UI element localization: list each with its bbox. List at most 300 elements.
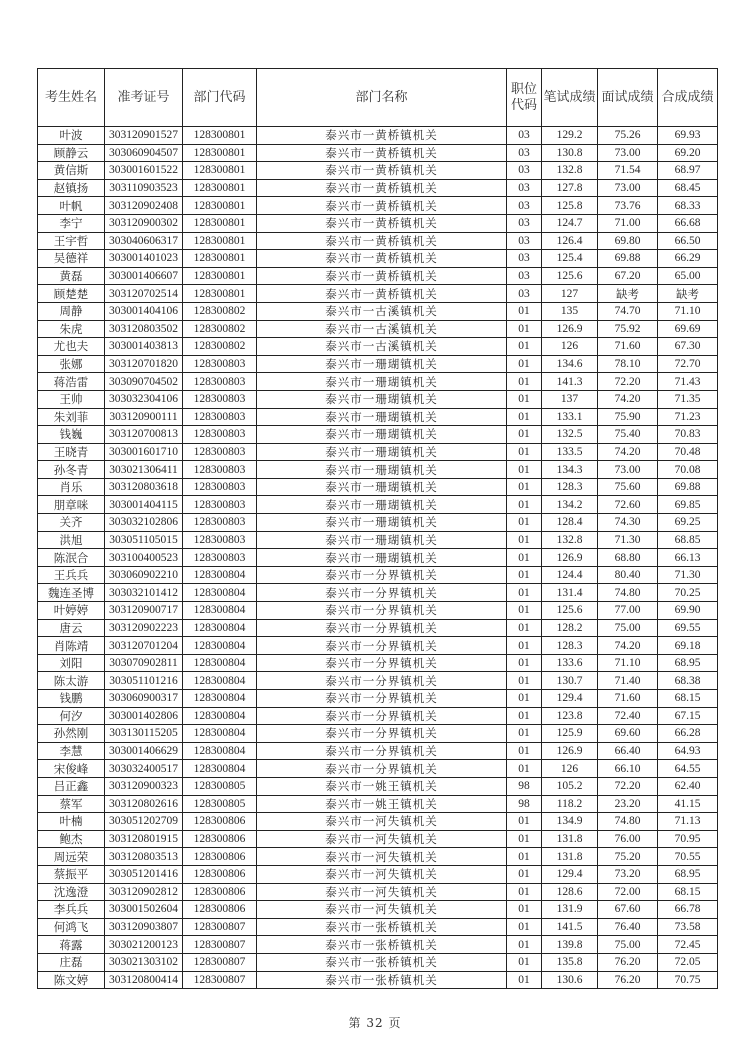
admission-number-cell: 303040606317 bbox=[105, 232, 183, 250]
position-code-cell: 01 bbox=[507, 672, 542, 690]
department-code-cell: 128300802 bbox=[183, 320, 257, 338]
admission-number-cell: 303060902210 bbox=[105, 566, 183, 584]
candidate-name-cell: 陈太游 bbox=[38, 672, 105, 690]
admission-number-cell: 303120700813 bbox=[105, 426, 183, 444]
candidate-name-cell: 何鸿飞 bbox=[38, 918, 105, 936]
department-name-cell: 泰兴市一珊瑚镇机关 bbox=[257, 355, 507, 373]
candidate-name-cell: 王宇哲 bbox=[38, 232, 105, 250]
candidate-name-cell: 李宁 bbox=[38, 214, 105, 232]
written-score-cell: 131.4 bbox=[542, 584, 598, 602]
department-code-cell: 128300803 bbox=[183, 531, 257, 549]
admission-number-cell: 303120802616 bbox=[105, 795, 183, 813]
interview-score-cell: 73.00 bbox=[598, 144, 658, 162]
admission-number-cell: 303120803502 bbox=[105, 320, 183, 338]
interview-score-cell: 74.80 bbox=[598, 813, 658, 831]
total-score-cell: 66.68 bbox=[658, 214, 718, 232]
department-code-cell: 128300801 bbox=[183, 285, 257, 303]
position-code-cell: 03 bbox=[507, 127, 542, 145]
admission-number-cell: 303120801915 bbox=[105, 830, 183, 848]
written-score-cell: 118.2 bbox=[542, 795, 598, 813]
candidate-name-cell: 叶波 bbox=[38, 127, 105, 145]
department-name-cell: 泰兴市一黄桥镇机关 bbox=[257, 179, 507, 197]
total-score-cell: 66.28 bbox=[658, 725, 718, 743]
position-code-cell: 01 bbox=[507, 478, 542, 496]
candidate-name-cell: 鲍杰 bbox=[38, 830, 105, 848]
header-position-code: 职位代码 bbox=[507, 69, 542, 127]
position-code-cell: 01 bbox=[507, 426, 542, 444]
table-row bbox=[38, 478, 718, 496]
position-code-cell: 01 bbox=[507, 813, 542, 831]
written-score-cell: 132.8 bbox=[542, 162, 598, 180]
header-admission-number: 准考证号 bbox=[105, 69, 183, 127]
department-code-cell: 128300803 bbox=[183, 549, 257, 567]
written-score-cell: 126.4 bbox=[542, 232, 598, 250]
department-name-cell: 泰兴市一分界镇机关 bbox=[257, 619, 507, 637]
department-name-cell: 泰兴市一珊瑚镇机关 bbox=[257, 514, 507, 532]
table-row bbox=[38, 408, 718, 426]
department-name-cell: 泰兴市一姚王镇机关 bbox=[257, 777, 507, 795]
position-code-cell: 01 bbox=[507, 584, 542, 602]
total-score-cell: 71.30 bbox=[658, 566, 718, 584]
written-score-cell: 130.7 bbox=[542, 672, 598, 690]
written-score-cell: 141.5 bbox=[542, 918, 598, 936]
table-row bbox=[38, 918, 718, 936]
department-code-cell: 128300806 bbox=[183, 883, 257, 901]
interview-score-cell: 74.30 bbox=[598, 514, 658, 532]
department-code-cell: 128300803 bbox=[183, 426, 257, 444]
written-score-cell: 126.9 bbox=[542, 320, 598, 338]
position-code-cell: 03 bbox=[507, 179, 542, 197]
department-code-cell: 128300804 bbox=[183, 602, 257, 620]
written-score-cell: 126 bbox=[542, 760, 598, 778]
page-number: 第 32 页 bbox=[348, 1016, 402, 1030]
position-code-cell: 01 bbox=[507, 953, 542, 971]
candidate-name-cell: 王晓青 bbox=[38, 443, 105, 461]
total-score-cell: 缺考 bbox=[658, 285, 718, 303]
department-name-cell: 泰兴市一分界镇机关 bbox=[257, 602, 507, 620]
department-name-cell: 泰兴市一珊瑚镇机关 bbox=[257, 373, 507, 391]
interview-score-cell: 71.54 bbox=[598, 162, 658, 180]
table-row bbox=[38, 214, 718, 232]
department-code-cell: 128300806 bbox=[183, 901, 257, 919]
interview-score-cell: 71.40 bbox=[598, 672, 658, 690]
table-row bbox=[38, 232, 718, 250]
position-code-cell: 03 bbox=[507, 214, 542, 232]
admission-number-cell: 303110903523 bbox=[105, 179, 183, 197]
written-score-cell: 130.8 bbox=[542, 144, 598, 162]
department-code-cell: 128300806 bbox=[183, 848, 257, 866]
candidate-name-cell: 沈逸澄 bbox=[38, 883, 105, 901]
header-department-name: 部门名称 bbox=[257, 69, 507, 127]
admission-number-cell: 303120701820 bbox=[105, 355, 183, 373]
table-row bbox=[38, 707, 718, 725]
written-score-cell: 123.8 bbox=[542, 707, 598, 725]
interview-score-cell: 75.90 bbox=[598, 408, 658, 426]
admission-number-cell: 303001403813 bbox=[105, 338, 183, 356]
interview-score-cell: 76.40 bbox=[598, 918, 658, 936]
admission-number-cell: 303120900111 bbox=[105, 408, 183, 426]
header-interview-score: 面试成绩 bbox=[598, 69, 658, 127]
position-code-cell: 01 bbox=[507, 883, 542, 901]
interview-score-cell: 75.92 bbox=[598, 320, 658, 338]
written-score-cell: 133.6 bbox=[542, 654, 598, 672]
interview-score-cell: 73.20 bbox=[598, 865, 658, 883]
candidate-name-cell: 顾静云 bbox=[38, 144, 105, 162]
interview-score-cell: 75.00 bbox=[598, 936, 658, 954]
department-code-cell: 128300801 bbox=[183, 250, 257, 268]
table-row bbox=[38, 127, 718, 145]
position-code-cell: 03 bbox=[507, 267, 542, 285]
interview-score-cell: 66.40 bbox=[598, 742, 658, 760]
admission-number-cell: 303130115205 bbox=[105, 725, 183, 743]
written-score-cell: 133.1 bbox=[542, 408, 598, 426]
total-score-cell: 68.38 bbox=[658, 672, 718, 690]
written-score-cell: 124.7 bbox=[542, 214, 598, 232]
department-name-cell: 泰兴市一黄桥镇机关 bbox=[257, 267, 507, 285]
table-row bbox=[38, 901, 718, 919]
candidate-name-cell: 洪旭 bbox=[38, 531, 105, 549]
department-name-cell: 泰兴市一黄桥镇机关 bbox=[257, 250, 507, 268]
department-name-cell: 泰兴市一黄桥镇机关 bbox=[257, 144, 507, 162]
table-row bbox=[38, 267, 718, 285]
admission-number-cell: 303001402806 bbox=[105, 707, 183, 725]
position-code-cell: 01 bbox=[507, 443, 542, 461]
department-name-cell: 泰兴市一张桥镇机关 bbox=[257, 971, 507, 989]
interview-score-cell: 76.00 bbox=[598, 830, 658, 848]
table-row bbox=[38, 566, 718, 584]
admission-number-cell: 303120900302 bbox=[105, 214, 183, 232]
position-code-cell: 98 bbox=[507, 777, 542, 795]
department-code-cell: 128300802 bbox=[183, 302, 257, 320]
interview-score-cell: 69.80 bbox=[598, 232, 658, 250]
admission-number-cell: 303001502604 bbox=[105, 901, 183, 919]
written-score-cell: 135 bbox=[542, 302, 598, 320]
total-score-cell: 69.93 bbox=[658, 127, 718, 145]
written-score-cell: 105.2 bbox=[542, 777, 598, 795]
position-code-cell: 01 bbox=[507, 690, 542, 708]
department-name-cell: 泰兴市一珊瑚镇机关 bbox=[257, 496, 507, 514]
candidate-name-cell: 王兵兵 bbox=[38, 566, 105, 584]
table-row bbox=[38, 531, 718, 549]
department-code-cell: 128300804 bbox=[183, 760, 257, 778]
department-code-cell: 128300806 bbox=[183, 813, 257, 831]
admission-number-cell: 303021200123 bbox=[105, 936, 183, 954]
interview-score-cell: 74.20 bbox=[598, 637, 658, 655]
department-name-cell: 泰兴市一河失镇机关 bbox=[257, 813, 507, 831]
total-score-cell: 70.25 bbox=[658, 584, 718, 602]
header-candidate-name: 考生姓名 bbox=[38, 69, 105, 127]
table-row bbox=[38, 514, 718, 532]
table-row bbox=[38, 725, 718, 743]
written-score-cell: 134.2 bbox=[542, 496, 598, 514]
department-code-cell: 128300806 bbox=[183, 830, 257, 848]
total-score-cell: 70.83 bbox=[658, 426, 718, 444]
interview-score-cell: 71.60 bbox=[598, 690, 658, 708]
written-score-cell: 126.9 bbox=[542, 549, 598, 567]
table-body bbox=[38, 127, 718, 989]
interview-score-cell: 74.80 bbox=[598, 584, 658, 602]
position-code-cell: 01 bbox=[507, 848, 542, 866]
total-score-cell: 72.70 bbox=[658, 355, 718, 373]
position-code-cell: 01 bbox=[507, 390, 542, 408]
department-code-cell: 128300805 bbox=[183, 795, 257, 813]
total-score-cell: 68.97 bbox=[658, 162, 718, 180]
table-row bbox=[38, 426, 718, 444]
interview-score-cell: 69.88 bbox=[598, 250, 658, 268]
interview-score-cell: 72.20 bbox=[598, 373, 658, 391]
total-score-cell: 66.50 bbox=[658, 232, 718, 250]
interview-score-cell: 69.60 bbox=[598, 725, 658, 743]
department-name-cell: 泰兴市一姚王镇机关 bbox=[257, 795, 507, 813]
department-name-cell: 泰兴市一珊瑚镇机关 bbox=[257, 478, 507, 496]
admission-number-cell: 303051105015 bbox=[105, 531, 183, 549]
written-score-cell: 125.9 bbox=[542, 725, 598, 743]
candidate-name-cell: 庄磊 bbox=[38, 953, 105, 971]
written-score-cell: 125.6 bbox=[542, 267, 598, 285]
table-row bbox=[38, 285, 718, 303]
interview-score-cell: 73.00 bbox=[598, 179, 658, 197]
table-row bbox=[38, 672, 718, 690]
total-score-cell: 69.85 bbox=[658, 496, 718, 514]
department-code-cell: 128300806 bbox=[183, 865, 257, 883]
interview-score-cell: 75.20 bbox=[598, 848, 658, 866]
candidate-name-cell: 朋章咪 bbox=[38, 496, 105, 514]
interview-score-cell: 72.40 bbox=[598, 707, 658, 725]
total-score-cell: 69.69 bbox=[658, 320, 718, 338]
position-code-cell: 03 bbox=[507, 232, 542, 250]
interview-score-cell: 66.10 bbox=[598, 760, 658, 778]
admission-number-cell: 303032304106 bbox=[105, 390, 183, 408]
department-name-cell: 泰兴市一河失镇机关 bbox=[257, 830, 507, 848]
department-name-cell: 泰兴市一分界镇机关 bbox=[257, 584, 507, 602]
table-row bbox=[38, 971, 718, 989]
department-code-cell: 128300807 bbox=[183, 953, 257, 971]
department-code-cell: 128300801 bbox=[183, 267, 257, 285]
department-code-cell: 128300801 bbox=[183, 144, 257, 162]
admission-number-cell: 303120900717 bbox=[105, 602, 183, 620]
total-score-cell: 70.48 bbox=[658, 443, 718, 461]
total-score-cell: 68.15 bbox=[658, 883, 718, 901]
written-score-cell: 141.3 bbox=[542, 373, 598, 391]
table-row bbox=[38, 443, 718, 461]
admission-number-cell: 303120803618 bbox=[105, 478, 183, 496]
interview-score-cell: 67.20 bbox=[598, 267, 658, 285]
admission-number-cell: 303032102806 bbox=[105, 514, 183, 532]
department-code-cell: 128300803 bbox=[183, 373, 257, 391]
department-code-cell: 128300804 bbox=[183, 742, 257, 760]
department-name-cell: 泰兴市一分界镇机关 bbox=[257, 707, 507, 725]
interview-score-cell: 78.10 bbox=[598, 355, 658, 373]
candidate-name-cell: 顾楚楚 bbox=[38, 285, 105, 303]
table-row bbox=[38, 496, 718, 514]
position-code-cell: 01 bbox=[507, 619, 542, 637]
candidate-name-cell: 关齐 bbox=[38, 514, 105, 532]
admission-number-cell: 303001406629 bbox=[105, 742, 183, 760]
total-score-cell: 64.93 bbox=[658, 742, 718, 760]
written-score-cell: 139.8 bbox=[542, 936, 598, 954]
candidate-name-cell: 吕正鑫 bbox=[38, 777, 105, 795]
written-score-cell: 128.4 bbox=[542, 514, 598, 532]
admission-number-cell: 303100400523 bbox=[105, 549, 183, 567]
position-code-cell: 01 bbox=[507, 461, 542, 479]
total-score-cell: 70.55 bbox=[658, 848, 718, 866]
position-code-cell: 03 bbox=[507, 162, 542, 180]
candidate-name-cell: 孙然刚 bbox=[38, 725, 105, 743]
table-row bbox=[38, 162, 718, 180]
candidate-name-cell: 蔡振平 bbox=[38, 865, 105, 883]
position-code-cell: 01 bbox=[507, 918, 542, 936]
written-score-cell: 128.3 bbox=[542, 637, 598, 655]
department-name-cell: 泰兴市一分界镇机关 bbox=[257, 566, 507, 584]
candidate-name-cell: 孙冬青 bbox=[38, 461, 105, 479]
table-row bbox=[38, 390, 718, 408]
total-score-cell: 72.45 bbox=[658, 936, 718, 954]
candidate-name-cell: 陈文婷 bbox=[38, 971, 105, 989]
admission-number-cell: 303051202709 bbox=[105, 813, 183, 831]
written-score-cell: 132.5 bbox=[542, 426, 598, 444]
total-score-cell: 68.15 bbox=[658, 690, 718, 708]
interview-score-cell: 74.20 bbox=[598, 443, 658, 461]
total-score-cell: 71.10 bbox=[658, 302, 718, 320]
department-name-cell: 泰兴市一黄桥镇机关 bbox=[257, 232, 507, 250]
admission-number-cell: 303120701204 bbox=[105, 637, 183, 655]
candidate-name-cell: 刘阳 bbox=[38, 654, 105, 672]
header-written-score: 笔试成绩 bbox=[542, 69, 598, 127]
total-score-cell: 71.13 bbox=[658, 813, 718, 831]
interview-score-cell: 72.60 bbox=[598, 496, 658, 514]
interview-score-cell: 75.60 bbox=[598, 478, 658, 496]
department-code-cell: 128300803 bbox=[183, 408, 257, 426]
department-code-cell: 128300801 bbox=[183, 162, 257, 180]
total-score-cell: 67.30 bbox=[658, 338, 718, 356]
table-row bbox=[38, 760, 718, 778]
written-score-cell: 129.2 bbox=[542, 127, 598, 145]
written-score-cell: 130.6 bbox=[542, 971, 598, 989]
admission-number-cell: 303051201416 bbox=[105, 865, 183, 883]
table-row bbox=[38, 602, 718, 620]
department-code-cell: 128300803 bbox=[183, 390, 257, 408]
written-score-cell: 134.9 bbox=[542, 813, 598, 831]
candidate-name-cell: 叶帆 bbox=[38, 197, 105, 215]
total-score-cell: 73.58 bbox=[658, 918, 718, 936]
candidate-name-cell: 肖乐 bbox=[38, 478, 105, 496]
interview-score-cell: 76.20 bbox=[598, 953, 658, 971]
interview-score-cell: 75.40 bbox=[598, 426, 658, 444]
admission-number-cell: 303001401023 bbox=[105, 250, 183, 268]
position-code-cell: 01 bbox=[507, 531, 542, 549]
position-code-cell: 01 bbox=[507, 725, 542, 743]
candidate-name-cell: 黄信斯 bbox=[38, 162, 105, 180]
table-row bbox=[38, 865, 718, 883]
position-code-cell: 01 bbox=[507, 707, 542, 725]
department-code-cell: 128300804 bbox=[183, 707, 257, 725]
admission-number-cell: 303120902408 bbox=[105, 197, 183, 215]
admission-number-cell: 303021303102 bbox=[105, 953, 183, 971]
interview-score-cell: 76.20 bbox=[598, 971, 658, 989]
total-score-cell: 68.45 bbox=[658, 179, 718, 197]
header-total-score: 合成成绩 bbox=[658, 69, 718, 127]
table-row bbox=[38, 197, 718, 215]
written-score-cell: 127 bbox=[542, 285, 598, 303]
total-score-cell: 69.88 bbox=[658, 478, 718, 496]
position-code-cell: 01 bbox=[507, 302, 542, 320]
department-name-cell: 泰兴市一珊瑚镇机关 bbox=[257, 390, 507, 408]
department-code-cell: 128300804 bbox=[183, 584, 257, 602]
position-code-cell: 01 bbox=[507, 654, 542, 672]
department-name-cell: 泰兴市一黄桥镇机关 bbox=[257, 127, 507, 145]
admission-number-cell: 303120903807 bbox=[105, 918, 183, 936]
table-row bbox=[38, 549, 718, 567]
written-score-cell: 131.8 bbox=[542, 848, 598, 866]
admission-number-cell: 303120800414 bbox=[105, 971, 183, 989]
department-code-cell: 128300803 bbox=[183, 478, 257, 496]
table-row bbox=[38, 302, 718, 320]
position-code-cell: 01 bbox=[507, 514, 542, 532]
candidate-name-cell: 尤也夫 bbox=[38, 338, 105, 356]
candidate-name-cell: 钱鹏 bbox=[38, 690, 105, 708]
department-code-cell: 128300803 bbox=[183, 496, 257, 514]
department-code-cell: 128300803 bbox=[183, 355, 257, 373]
written-score-cell: 134.6 bbox=[542, 355, 598, 373]
candidate-name-cell: 蒋露 bbox=[38, 936, 105, 954]
department-name-cell: 泰兴市一分界镇机关 bbox=[257, 654, 507, 672]
total-score-cell: 71.23 bbox=[658, 408, 718, 426]
position-code-cell: 01 bbox=[507, 320, 542, 338]
department-code-cell: 128300803 bbox=[183, 443, 257, 461]
position-code-cell: 01 bbox=[507, 830, 542, 848]
department-name-cell: 泰兴市一张桥镇机关 bbox=[257, 918, 507, 936]
department-name-cell: 泰兴市一珊瑚镇机关 bbox=[257, 549, 507, 567]
interview-score-cell: 72.20 bbox=[598, 777, 658, 795]
department-name-cell: 泰兴市一张桥镇机关 bbox=[257, 953, 507, 971]
written-score-cell: 134.3 bbox=[542, 461, 598, 479]
admission-number-cell: 303120702514 bbox=[105, 285, 183, 303]
candidate-name-cell: 蔡军 bbox=[38, 795, 105, 813]
department-code-cell: 128300802 bbox=[183, 338, 257, 356]
candidate-name-cell: 唐云 bbox=[38, 619, 105, 637]
total-score-cell: 72.05 bbox=[658, 953, 718, 971]
total-score-cell: 62.40 bbox=[658, 777, 718, 795]
written-score-cell: 137 bbox=[542, 390, 598, 408]
candidate-name-cell: 钱巍 bbox=[38, 426, 105, 444]
table-row bbox=[38, 619, 718, 637]
interview-score-cell: 23.20 bbox=[598, 795, 658, 813]
table-row bbox=[38, 654, 718, 672]
total-score-cell: 68.95 bbox=[658, 865, 718, 883]
interview-score-cell: 71.10 bbox=[598, 654, 658, 672]
written-score-cell: 124.4 bbox=[542, 566, 598, 584]
written-score-cell: 135.8 bbox=[542, 953, 598, 971]
total-score-cell: 71.35 bbox=[658, 390, 718, 408]
department-name-cell: 泰兴市一古溪镇机关 bbox=[257, 338, 507, 356]
department-name-cell: 泰兴市一分界镇机关 bbox=[257, 672, 507, 690]
candidate-name-cell: 叶婷婷 bbox=[38, 602, 105, 620]
department-name-cell: 泰兴市一分界镇机关 bbox=[257, 637, 507, 655]
total-score-cell: 69.18 bbox=[658, 637, 718, 655]
department-name-cell: 泰兴市一珊瑚镇机关 bbox=[257, 426, 507, 444]
candidate-name-cell: 黄磊 bbox=[38, 267, 105, 285]
candidate-name-cell: 张娜 bbox=[38, 355, 105, 373]
department-name-cell: 泰兴市一珊瑚镇机关 bbox=[257, 531, 507, 549]
interview-score-cell: 71.60 bbox=[598, 338, 658, 356]
position-code-cell: 01 bbox=[507, 496, 542, 514]
department-name-cell: 泰兴市一黄桥镇机关 bbox=[257, 162, 507, 180]
position-code-cell: 01 bbox=[507, 602, 542, 620]
candidate-name-cell: 王帅 bbox=[38, 390, 105, 408]
admission-number-cell: 303120900323 bbox=[105, 777, 183, 795]
total-score-cell: 67.15 bbox=[658, 707, 718, 725]
position-code-cell: 01 bbox=[507, 901, 542, 919]
